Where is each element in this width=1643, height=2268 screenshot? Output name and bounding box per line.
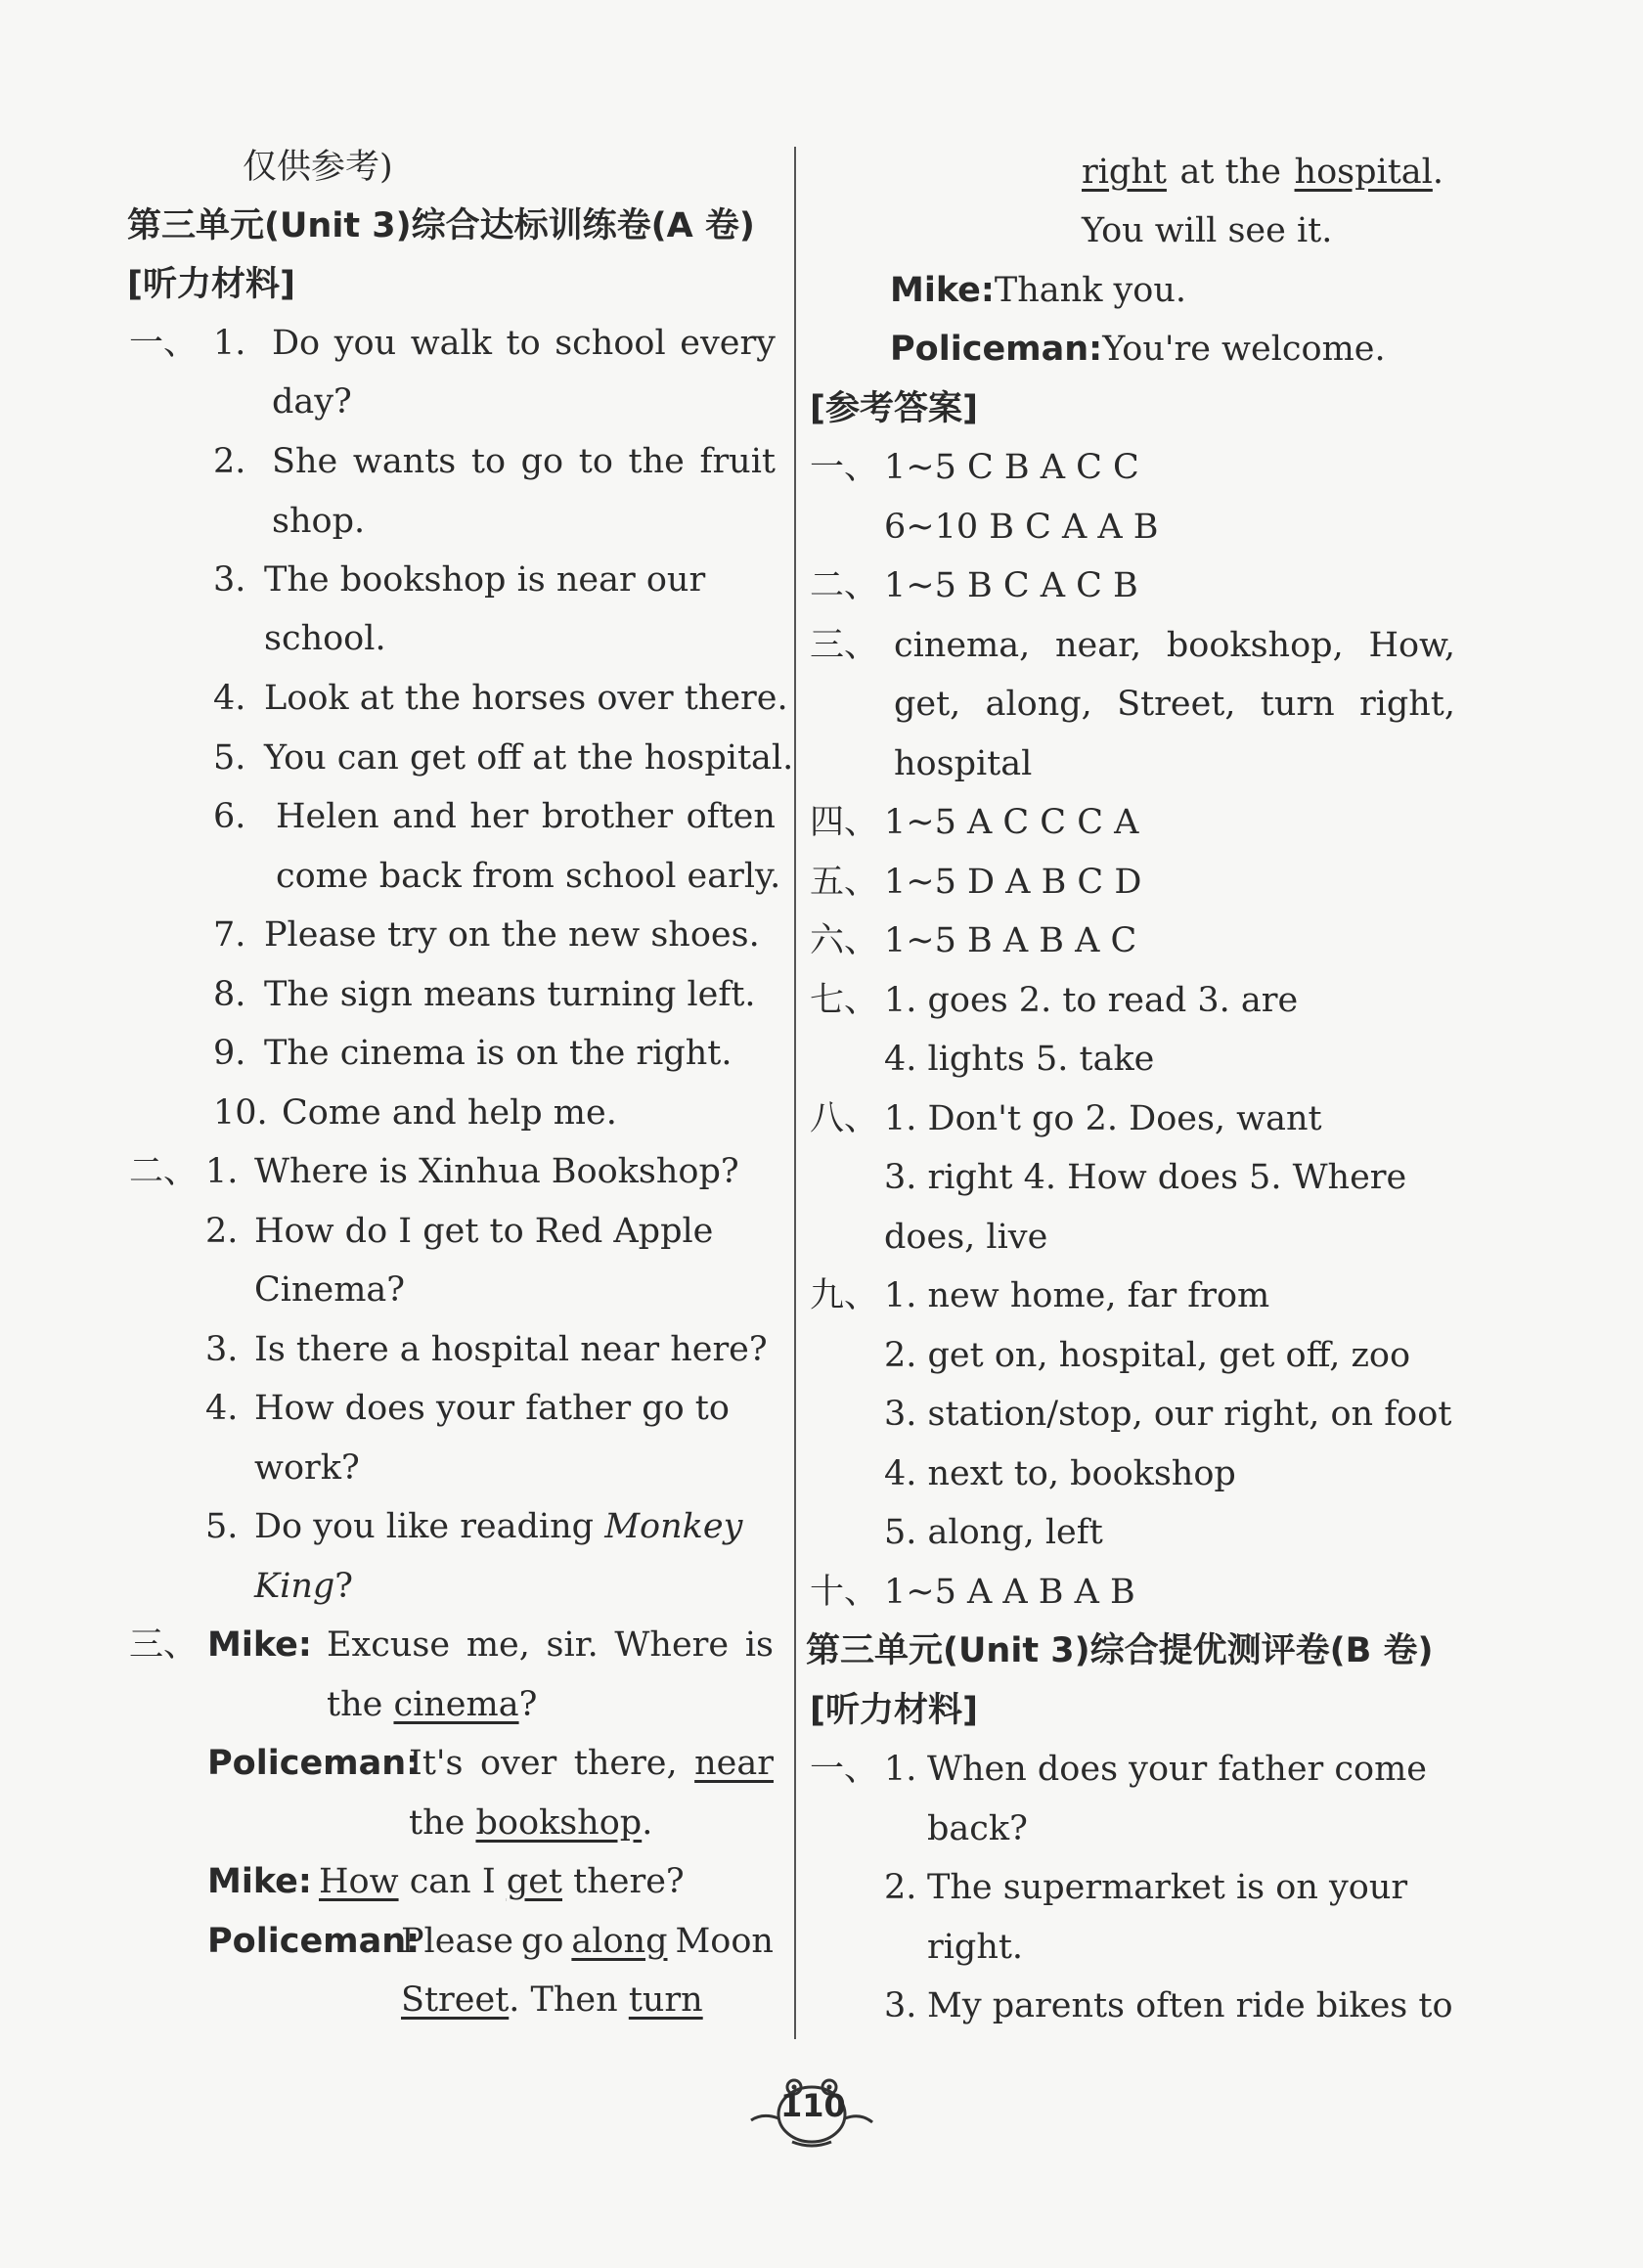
answer-9-line-3: 3. station/stop, our right, on foot — [884, 1395, 1452, 1434]
q2-line-b: shop. — [272, 502, 366, 541]
speaker-policeman: Policeman: — [207, 1744, 421, 1783]
q-num: 4. — [205, 1389, 239, 1428]
answer-10-line-1: 1~5 A A B A B — [884, 1573, 1135, 1612]
answer-8-line-2: 3. right 4. How does 5. Where — [884, 1158, 1407, 1197]
q-num: 6. — [213, 797, 246, 836]
answer-1-line-2: 6~10 B C A A B — [884, 508, 1159, 547]
q8-text: The sign means turning left. — [264, 975, 756, 1014]
answer-3-line-1: cinema, near, bookshop, How, — [894, 626, 1455, 665]
b-q3-line-a: My parents often ride bikes to — [927, 1986, 1453, 2025]
q-num: 3. — [884, 1986, 917, 2025]
mike-line-1b: the cinema? — [327, 1685, 538, 1724]
q-num: 8. — [213, 975, 246, 1014]
q-num: 2. — [213, 442, 246, 481]
q3-line-a: The bookshop is near our — [264, 560, 706, 600]
q6-line-b: come back from school early. — [276, 857, 781, 896]
column-divider — [794, 147, 796, 2039]
q-num: 1. — [884, 1750, 917, 1789]
q9-text: The cinema is on the right. — [264, 1034, 733, 1073]
q1-line-b: day? — [272, 382, 352, 422]
answer-1-line-1: 1~5 C B A C C — [884, 448, 1139, 487]
answer-3-line-3: hospital — [894, 744, 1033, 783]
b-part-one-mark: 一、 — [810, 1750, 879, 1789]
answer-mark: 十、 — [810, 1573, 879, 1612]
q-num: 10. — [213, 1093, 268, 1133]
listening-heading: [听力材料] — [127, 265, 295, 304]
answer-mark: 三、 — [810, 626, 879, 665]
q10-text: Come and help me. — [282, 1093, 617, 1133]
answer-9-line-1: 1. new home, far from — [884, 1276, 1270, 1315]
answer-9-line-2: 2. get on, hospital, get off, zoo — [884, 1336, 1411, 1375]
q-num: 1. — [205, 1152, 239, 1191]
answer-6-line-1: 1~5 B A B A C — [884, 921, 1137, 960]
answer-mark: 九、 — [810, 1276, 879, 1315]
answer-heading: [参考答案] — [810, 389, 978, 428]
answer-mark: 二、 — [810, 566, 879, 605]
q4-text: Look at the horses over there. — [264, 679, 788, 718]
q-num: 5. — [213, 738, 246, 778]
p2-q4-line-a: How does your father go to — [254, 1389, 730, 1428]
b-q1-line-b: back? — [927, 1809, 1028, 1848]
answer-mark: 四、 — [810, 803, 879, 842]
q-num: 9. — [213, 1034, 246, 1073]
continued-note: 仅供参考) — [243, 148, 393, 187]
policeman-line-3: Policeman:You're welcome. — [890, 330, 1386, 369]
q1-line-a: Do you walk to school every — [272, 324, 776, 363]
answer-mark: 五、 — [810, 863, 879, 902]
p2-q4-line-b: work? — [254, 1448, 360, 1488]
part-one-mark: 一、 — [129, 324, 199, 363]
answer-8-line-1: 1. Don't go 2. Does, want — [884, 1099, 1322, 1138]
speaker-mike: Mike: — [207, 1862, 312, 1901]
part-two-mark: 二、 — [129, 1152, 199, 1191]
listening-heading-b: [听力材料] — [810, 1691, 978, 1730]
q-num: 3. — [213, 560, 246, 600]
q-num: 1. — [213, 324, 246, 363]
q6-line-a: Helen and her brother often — [276, 797, 776, 836]
section-a-title: 第三单元(Unit 3)综合达标训练卷(A 卷) — [127, 206, 755, 245]
b-q2-line-b: right. — [927, 1928, 1024, 1967]
part-three-mark: 三、 — [129, 1625, 199, 1665]
policeman-line-2d: You will see it. — [1082, 211, 1333, 250]
q-num: 2. — [884, 1868, 917, 1907]
mike-line-3: Mike:Thank you. — [890, 271, 1187, 310]
p2-q2-line-a: How do I get to Red Apple — [254, 1212, 714, 1251]
answer-mark: 七、 — [810, 981, 879, 1020]
q5-text: You can get off at the hospital. — [264, 738, 794, 778]
p2-q3-text: Is there a hospital near here? — [254, 1330, 768, 1369]
policeman-line-2c: right at the hospital. — [1082, 153, 1443, 192]
answer-8-line-3: does, live — [884, 1218, 1048, 1257]
answer-mark: 八、 — [810, 1099, 879, 1138]
answer-7-line-2: 4. lights 5. take — [884, 1040, 1155, 1079]
answer-9-line-4: 4. next to, bookshop — [884, 1454, 1236, 1493]
q-num: 7. — [213, 915, 246, 955]
p2-q5-line-b: King? — [254, 1567, 354, 1606]
answer-3-line-2: get, along, Street, turn right, — [894, 685, 1455, 724]
mike-line-1a: Excuse me, sir. Where is — [327, 1625, 774, 1665]
q2-line-a: She wants to go to the fruit — [272, 442, 776, 481]
q-num: 5. — [205, 1507, 239, 1546]
answer-4-line-1: 1~5 A C C C A — [884, 803, 1139, 842]
q7-text: Please try on the new shoes. — [264, 915, 760, 955]
speaker-mike: Mike: — [207, 1625, 312, 1665]
b-q1-line-a: When does your father come — [927, 1750, 1427, 1789]
answer-5-line-1: 1~5 D A B C D — [884, 863, 1142, 902]
p2-q2-line-b: Cinema? — [254, 1270, 406, 1310]
policeman-line-1a: It's over there, near — [409, 1744, 774, 1783]
b-q2-line-a: The supermarket is on your — [927, 1868, 1408, 1907]
policeman-line-2b: Street. Then turn — [401, 1980, 703, 2020]
policeman-line-1b: the bookshop. — [409, 1803, 653, 1843]
q3-line-b: school. — [264, 619, 386, 658]
p2-q1-text: Where is Xinhua Bookshop? — [254, 1152, 739, 1191]
answer-7-line-1: 1. goes 2. to read 3. are — [884, 981, 1299, 1020]
page-number: 110 — [780, 2087, 846, 2124]
answer-2-line-1: 1~5 B C A C B — [884, 566, 1138, 605]
section-b-title: 第三单元(Unit 3)综合提优测评卷(B 卷) — [806, 1631, 1434, 1670]
page-number-badge — [743, 2073, 880, 2152]
q-num: 2. — [205, 1212, 239, 1251]
q-num: 4. — [213, 679, 246, 718]
p2-q5-line-a: Do you like reading Monkey — [254, 1507, 743, 1546]
answer-9-line-5: 5. along, left — [884, 1513, 1103, 1552]
answer-mark: 一、 — [810, 448, 879, 487]
policeman-line-2a: Please go along Moon — [401, 1922, 774, 1961]
answer-mark: 六、 — [810, 921, 879, 960]
mike-line-2: How can I get there? — [319, 1862, 685, 1901]
q-num: 3. — [205, 1330, 239, 1369]
speaker-policeman: Policeman: — [207, 1922, 421, 1961]
